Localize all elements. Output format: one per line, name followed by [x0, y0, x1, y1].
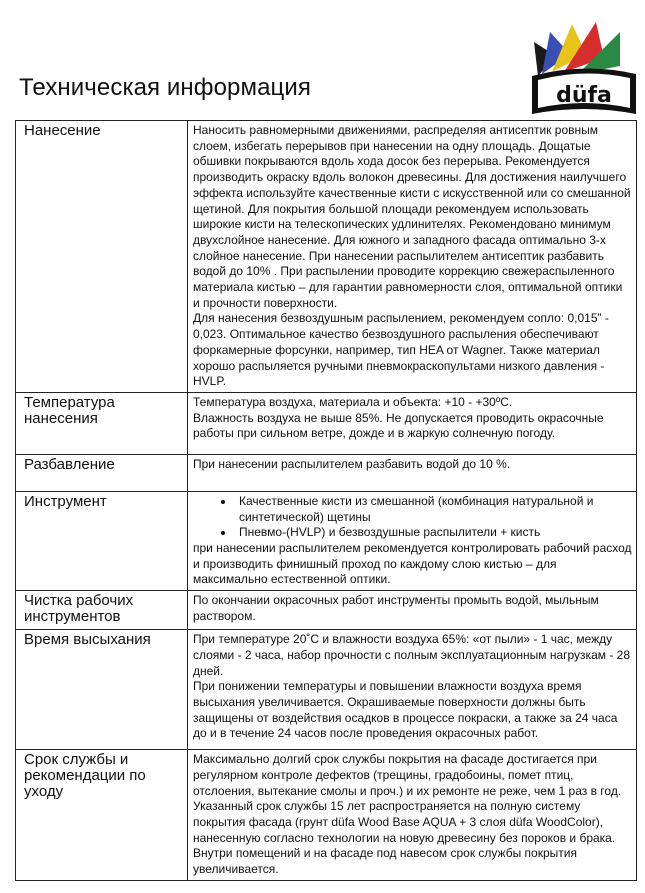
paragraph: При температуре 20˚С и влажности воздуха 65%: «от пыли» - 1 час, между слоями - 2 часа, набор прочности с полным эксплуатационным нагрузкам - 28 дней. — [193, 632, 631, 678]
paragraph: Для нанесения безвоздушным распылением, рекомендуем сопло: 0,015” - 0,023. Оптимальное качество безвоздушного распыления обеспечивают форкамерные форсунки, например, тип HEA от Wagner. Также материал хорошо распыляется ручными пневмокраскопультами низкого давления - HVLP. — [193, 311, 609, 389]
row-label: Температура нанесения — [16, 392, 188, 454]
row-text — [188, 591, 637, 630]
row-label: Срок службы и рекомендации по уходу — [16, 750, 188, 881]
list-item: • Пневмо-(HVLP) и безвоздушные распылители + кисть — [235, 525, 632, 541]
paragraph: Температура воздуха, материала и объекта: +10 - +30ºC. — [193, 394, 513, 409]
row-application — [16, 121, 637, 393]
list-item: • Качественные кисти из смешанной (комбинация натуральной и синтетической) щетины — [235, 494, 632, 525]
row-label: Разбавление — [16, 454, 188, 491]
row-text — [188, 454, 637, 491]
logo-wordmark: düfa — [556, 83, 612, 108]
paragraph: при нанесении распылителем рекомендуется контролировать рабочий расход и производить финишный проход по каждому слою кистью – для максимально естественной оптики. — [193, 541, 632, 587]
row-text — [188, 491, 637, 590]
paragraph: При нанесении распылителем разбавить водой до 10 %. — [193, 456, 511, 471]
row-text — [188, 121, 637, 393]
paragraph: По окончании окрасочных работ инструменты промыть водой, мыльным раствором. — [193, 593, 599, 623]
paragraph: Максимально долгий срок службы покрытия на фасаде достигается при регулярном контроле дефектов (трещины, градобоины, помет птиц, отслоения, вытекание смолы и проч.) и их ремонте не реже, чем 1 раз в год. Указанный срок службы 15 лет распространяется на полную систему покрытия фасада (грунт düfa Wood Base AQUA + 3 слоя düfa WoodColor), нанесенную согласно технологии на новую древесину без пороков и брака. Внутри помещений и на фасаде под навесом срок службы покрытия увеличивается. — [193, 752, 622, 877]
row-label: Время высыхания — [16, 630, 188, 750]
row-tools — [16, 491, 637, 590]
row-cleaning — [16, 591, 637, 630]
dufa-logo — [528, 14, 640, 118]
row-label: Нанесение — [16, 121, 188, 393]
paragraph: Влажность воздуха не выше 85%. Не допускается проводить окрасочные работы при сильном ветре, дожде и в жаркую солнечную погоду. — [193, 410, 604, 441]
dufa-logo-graphic — [528, 14, 640, 118]
row-temperature — [16, 392, 637, 454]
paragraph: Наносить равномерными движениями, распределяя антисептик ровным слоем, избегать перерывов при нанесении на одну площадь. Дощатые обшивки покрываются вдоль хода досок без перерыва. Рекомендуется производить окраску вдоль волокон древесины. Для достижения наилучшего эффекта используйте качественные кисти с искусственной или со смешанной щетиной. Для покрытия большой площади рекомендуем использовать широкие кисти на телескопических удлинителях. Рекомендовано минимум двухслойное нанесение. Для южного и западного фасада оптимально 3-х слойное нанесение. При нанесении распылителем антисептик разбавить водой до 10% . При распылении проводите коррекцию свежераспыленного материала кистью – для гарантии равномерности слоя, оптимальной оптики и прочности поверхности. — [193, 123, 631, 310]
row-drying-time — [16, 630, 637, 750]
paragraph: При понижении температуры и повышении влажности воздуха время высыхания увеличивается. Окрашиваемые поверхности должны быть защищены от воздействия осадков в процессе покраски, а также за 24 часа до и в течение 24 часов после проведения окрасочных работ. — [193, 679, 618, 741]
row-label: Чистка рабочих инструментов — [16, 591, 188, 630]
row-label: Инструмент — [16, 491, 188, 590]
tools-list — [193, 494, 632, 541]
row-text — [188, 630, 637, 750]
row-text — [188, 392, 637, 454]
row-service-life — [16, 750, 637, 881]
page-title: Техническая информация — [19, 74, 311, 101]
row-dilution — [16, 454, 637, 491]
row-text — [188, 750, 637, 881]
technical-info-table — [15, 120, 637, 881]
